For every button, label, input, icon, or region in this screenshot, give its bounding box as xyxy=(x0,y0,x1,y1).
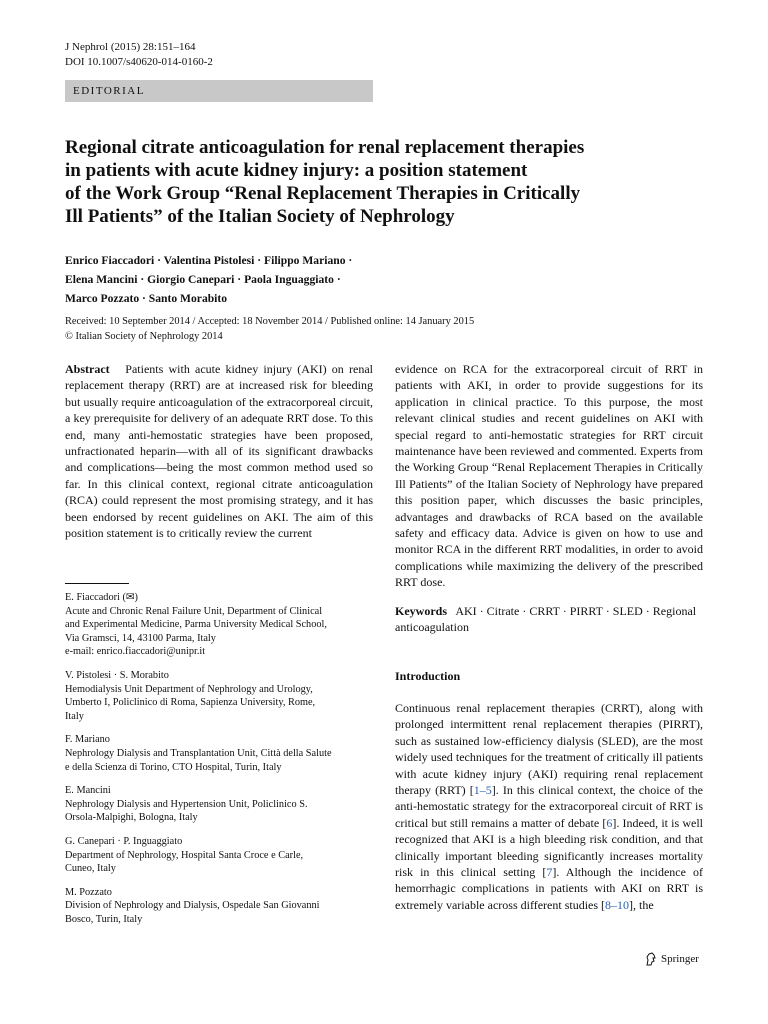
affiliation-line: Division of Nephrology and Dialysis, Ospedale San Giovanni xyxy=(65,900,320,912)
citation-link[interactable]: 1–5 xyxy=(473,783,492,798)
affiliation-names: G. Canepari · P. Inguaggiato xyxy=(65,835,183,847)
abstract-right xyxy=(395,361,703,591)
affiliation-names: F. Mariano xyxy=(65,734,110,746)
author-line: Elena Mancini · Giorgio Canepari · Paola Inguaggiato · xyxy=(65,273,341,286)
affiliation-line: and Experimental Medicine, Parma University Medical School, xyxy=(65,619,327,631)
affiliation xyxy=(65,886,373,927)
publisher-mark xyxy=(645,952,699,966)
author-line: Enrico Fiaccadori · Valentina Pistolesi · Filippo Mariano · xyxy=(65,254,353,267)
affiliation-line: Umberto I, Policlinico di Roma, Sapienza University, Rome, xyxy=(65,697,316,709)
title-line: of the Work Group “Renal Replacement Therapies in Critically xyxy=(65,183,581,204)
doi: DOI 10.1007/s40620-014-0160-2 xyxy=(65,56,213,68)
affiliation-line: Bosco, Turin, Italy xyxy=(65,913,143,925)
affiliation xyxy=(65,733,373,774)
citation-link[interactable]: 8–10 xyxy=(605,897,630,912)
introduction-body xyxy=(395,700,703,913)
affiliations xyxy=(65,591,373,936)
intro-text: ]. Indeed, it is well recognized that AKI is a high bleeding risk condition, and that clinically important bleeding significantly increases mortality risk in this clinical setting [ xyxy=(395,815,704,880)
keywords xyxy=(395,603,703,636)
affiliation xyxy=(65,669,373,723)
citation-link[interactable]: 7 xyxy=(546,865,553,880)
affiliation xyxy=(65,591,373,659)
author-line: Marco Pozzato · Santo Morabito xyxy=(65,292,228,305)
publisher-name: Springer xyxy=(661,953,699,965)
copyright: © Italian Society of Nephrology 2014 xyxy=(65,331,223,342)
title-line: in patients with acute kidney injury: a position statement xyxy=(65,160,528,181)
affiliation-names: V. Pistolesi · S. Morabito xyxy=(65,669,169,681)
affiliation xyxy=(65,835,373,876)
affiliation-names: E. Mancini xyxy=(65,785,111,797)
journal-meta xyxy=(65,40,213,70)
author-list xyxy=(65,251,352,308)
abstract-left xyxy=(65,361,373,541)
affiliation-email[interactable]: e-mail: enrico.fiaccadori@unipr.it xyxy=(65,646,206,658)
journal-citation: J Nephrol (2015) 28:151–164 xyxy=(65,41,196,53)
affiliation-line: e della Scienza di Torino, CTO Hospital, Turin, Italy xyxy=(65,761,282,773)
affiliation-line: Nephrology Dialysis and Hypertension Unit, Policlinico S. xyxy=(65,798,308,810)
introduction-heading: Introduction xyxy=(395,669,461,683)
article-title xyxy=(65,136,715,228)
title-line: Regional citrate anticoagulation for renal replacement therapies xyxy=(65,137,585,158)
intro-text: ]. Although the incidence of hemorrhagic complications in patients with AKI on RRT is extremely variable across different studies [ xyxy=(395,865,704,912)
intro-text: Continuous renal replacement therapies (CRRT), along with prolonged intermittent renal replacement therapies (PIRRT), such as sustained low-efficiency dialysis (SLED), are the most widely used techniques for the treatment of critically ill patients with acute kidney injury (AKI) requiring renal replacement therapy (RRT) [ xyxy=(395,701,703,798)
affiliation xyxy=(65,784,373,825)
affiliation-line: Italy xyxy=(65,710,84,722)
abstract-heading: Abstract xyxy=(65,362,110,376)
keywords-heading: Keywords xyxy=(395,604,447,618)
footnote-rule xyxy=(65,583,129,584)
affiliation-line: Hemodialysis Unit Department of Nephrology and Urology, xyxy=(65,683,313,695)
affiliation-line: Acute and Chronic Renal Failure Unit, Department of Clinical xyxy=(65,605,323,617)
affiliation-names: E. Fiaccadori (✉) xyxy=(65,592,138,603)
citation-link[interactable]: 6 xyxy=(606,815,613,830)
springer-horse-icon xyxy=(645,952,657,966)
history-dates: Received: 10 September 2014 / Accepted: 18 November 2014 / Published online: 14 January 2015 xyxy=(65,316,475,327)
abstract-text-continued: evidence on RCA for the extracorporeal circuit of RRT in patients with AKI, in order to provide suggestions for its application in clinical practice. To this purpose, the most relevant clinical studies and recent guidelines on AKI with special regard to anti-hemostatic strategies for RRT circuit maintenance have been reviewed and commented. Experts from the Working Group “Renal Replacement Therapies in Critically Ill Patients” of the Italian Society of Nephrology have prepared this position paper, which discusses the basic principles, advantages and drawbacks of RCA based on the available safety and efficacy data. Advice is given on how to use and monitor RCA in the different RRT modalities, in order to avoid complications while maximizing the delivery of the prescribed RRT dose. xyxy=(395,362,703,590)
section-banner: EDITORIAL xyxy=(65,80,373,102)
affiliation-line: Department of Nephrology, Hospital Santa Croce e Carle, xyxy=(65,849,304,861)
abstract-text: Patients with acute kidney injury (AKI) on renal replacement therapy (RRT) are at increased risk for bleeding but usually require anticoagulation of the extracorporeal circuit, a key prerequisite for delivery of an adequate RRT dose. To this end, many anti-hemostatic strategies have been proposed, unfractionated heparin—with all of its significant drawbacks and complications—being the most common method used so far. In this clinical context, regional citrate anticoagulation (RCA) could represent the most promising strategy, and it has been endorsed by recent guidelines on AKI. The aim of this position statement is to critically review the current xyxy=(65,362,373,541)
intro-text: ]. In this clinical context, the choice of the anti-hemostatic strategy for the extracorporeal circuit of RRT is critical but still remains a matter of debate [ xyxy=(395,783,704,830)
affiliation-line: Via Gramsci, 14, 43100 Parma, Italy xyxy=(65,632,216,644)
intro-text: ], the xyxy=(629,897,654,912)
keywords-text: AKI · Citrate · CRRT · PIRRT · SLED · Regional anticoagulation xyxy=(395,604,697,635)
affiliation-line: Nephrology Dialysis and Transplantation Unit, Città della Salute xyxy=(65,747,332,759)
affiliation-line: Cuneo, Italy xyxy=(65,863,116,875)
affiliation-line: Orsola-Malpighi, Bologna, Italy xyxy=(65,812,198,824)
title-line: Ill Patients” of the Italian Society of Nephrology xyxy=(65,206,455,227)
affiliation-names: M. Pozzato xyxy=(65,886,112,898)
article-dates xyxy=(65,314,474,344)
